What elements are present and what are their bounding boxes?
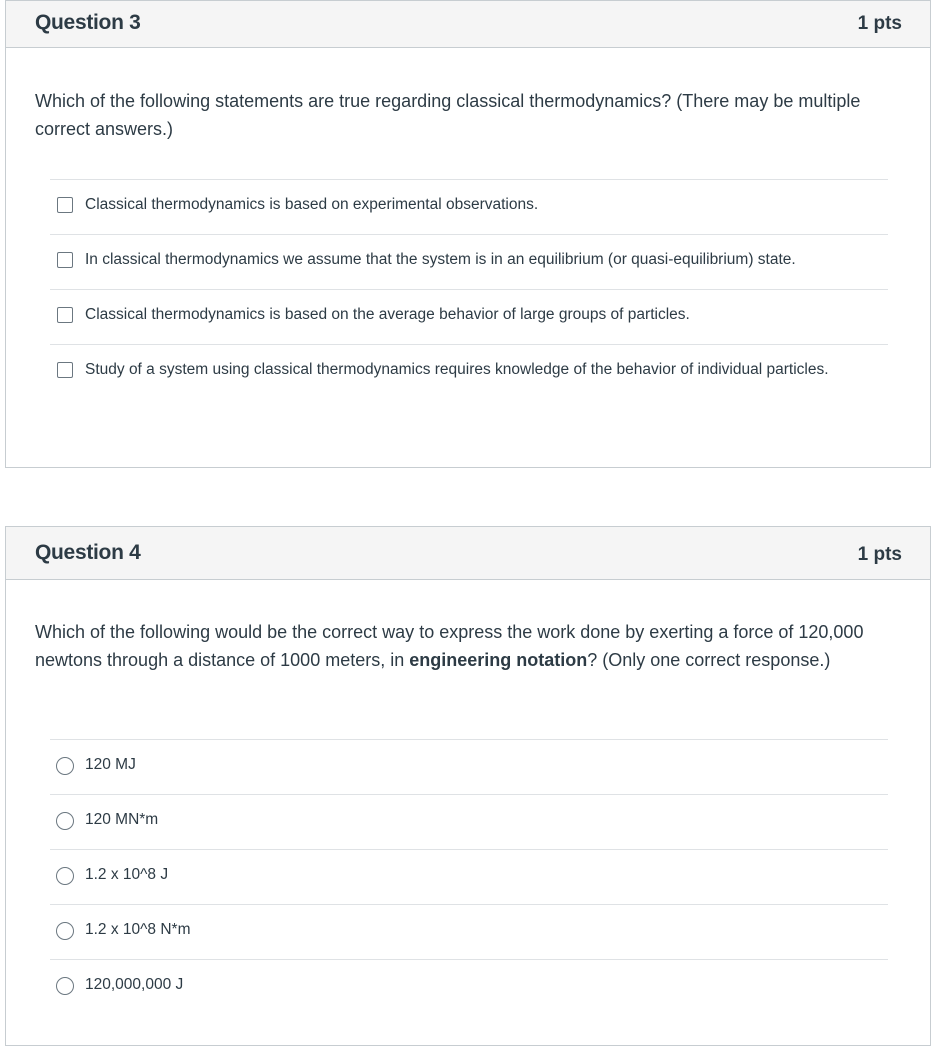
answer-label: 120 MN*m <box>85 811 159 828</box>
answer-option[interactable] <box>50 904 888 959</box>
answer-option[interactable] <box>50 849 888 904</box>
answer-label: Study of a system using classical thermodynamics requires knowledge of the behavior of individual particles. <box>85 361 829 378</box>
answer-checkbox[interactable] <box>57 252 73 268</box>
answer-option[interactable] <box>50 739 888 794</box>
answer-label: 1.2 x 10^8 J <box>85 866 169 883</box>
question-4-card <box>5 526 931 1046</box>
question-4-header <box>6 527 930 580</box>
answer-checkbox[interactable] <box>57 197 73 213</box>
question-4-prompt-text: Which of the following would be the correct way to express the work done by exerting a force of 120,000 newtons through a distance of 1000 meters, in <box>35 622 864 670</box>
question-4-title: Question 4 <box>35 541 141 564</box>
answer-radio[interactable] <box>56 812 74 830</box>
answer-option[interactable] <box>50 344 888 434</box>
answer-label: Classical thermodynamics is based on experimental observations. <box>85 196 539 213</box>
answer-option[interactable] <box>50 179 888 234</box>
answer-label: 120 MJ <box>85 756 136 773</box>
question-3-header <box>6 1 930 48</box>
question-3-points: 1 pts <box>857 13 902 34</box>
answer-checkbox[interactable] <box>57 362 73 378</box>
answer-option[interactable] <box>50 959 888 1014</box>
answer-radio[interactable] <box>56 922 74 940</box>
question-4-points: 1 pts <box>857 544 902 565</box>
question-3-title: Question 3 <box>35 11 141 34</box>
question-3-answer-list <box>50 179 888 434</box>
answer-label: 120,000,000 J <box>85 976 184 993</box>
question-4-prompt-emphasis: engineering notation <box>409 650 588 670</box>
question-4-prompt-text-end: ? (Only one correct response.) <box>587 650 831 670</box>
answer-radio[interactable] <box>56 757 74 775</box>
answer-option[interactable] <box>50 289 888 344</box>
question-3-card <box>5 0 931 468</box>
answer-radio[interactable] <box>56 867 74 885</box>
question-3-prompt: Which of the following statements are true regarding classical thermodynamics? (There may be multiple correct answers.) <box>35 91 861 139</box>
answer-label: 1.2 x 10^8 N*m <box>85 921 191 938</box>
answer-radio[interactable] <box>56 977 74 995</box>
answer-option[interactable] <box>50 794 888 849</box>
answer-label: In classical thermodynamics we assume that the system is in an equilibrium (or quasi-equilibrium) state. <box>85 251 796 268</box>
question-4-answer-list <box>50 739 888 1014</box>
question-4-prompt <box>35 618 885 674</box>
answer-checkbox[interactable] <box>57 307 73 323</box>
answer-label: Classical thermodynamics is based on the average behavior of large groups of particles. <box>85 306 690 323</box>
answer-option[interactable] <box>50 234 888 289</box>
